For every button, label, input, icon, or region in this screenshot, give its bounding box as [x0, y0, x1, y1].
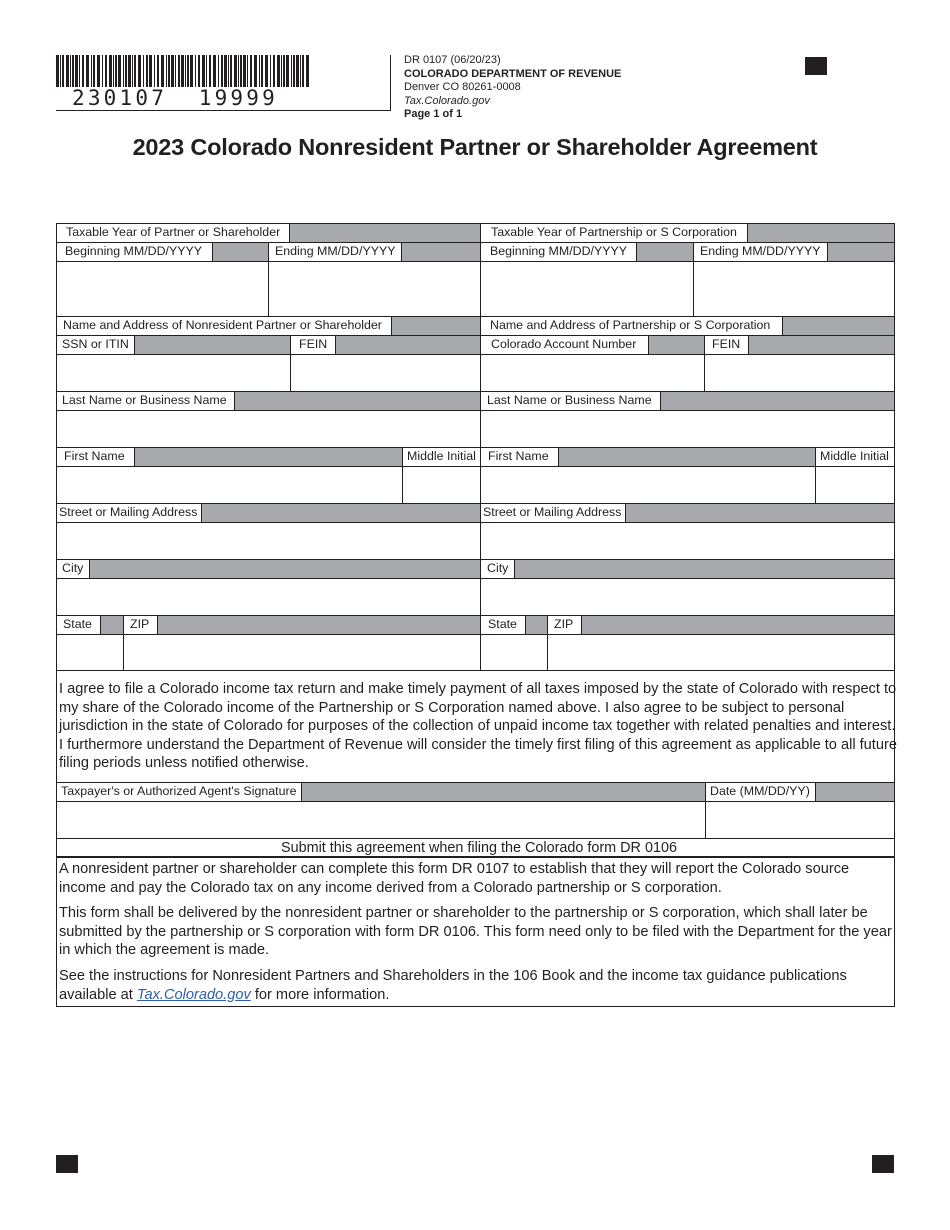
- partnership-taxable-year-label: Taxable Year of Partnership or S Corporation: [481, 224, 748, 242]
- partnership-street-field[interactable]: [481, 523, 894, 559]
- partnership-beginning-label: Beginning MM/DD/YYYY: [481, 243, 637, 261]
- partner-last-name-field[interactable]: [57, 411, 480, 447]
- partner-beginning-label: Beginning MM/DD/YYYY: [57, 243, 213, 261]
- partner-street-label: Street or Mailing Address: [57, 504, 202, 522]
- partnership-first-name-label: First Name: [481, 448, 559, 466]
- header-underline: [56, 110, 391, 111]
- partnership-last-name-field[interactable]: [481, 411, 894, 447]
- registration-mark-bottom-right: [872, 1155, 894, 1173]
- partner-ssn-field[interactable]: [57, 355, 290, 391]
- partner-beginning-field[interactable]: [57, 262, 268, 316]
- partner-middle-initial-label: Middle Initial: [402, 448, 480, 466]
- partner-city-label: City: [57, 560, 90, 578]
- partner-middle-initial-field[interactable]: [403, 467, 480, 503]
- partnership-ending-label: Ending MM/DD/YYYY: [693, 243, 828, 261]
- department-address: Denver CO 80261-0008: [404, 81, 521, 93]
- partner-first-name-field[interactable]: [57, 467, 402, 503]
- registration-mark: [805, 57, 827, 75]
- partnership-zip-label: ZIP: [547, 616, 582, 634]
- header-divider: [390, 55, 391, 111]
- partnership-beginning-field[interactable]: [481, 262, 693, 316]
- agreement-text: I agree to file a Colorado income tax return and make timely payment of all taxes imposed by the state of Colorado with respect to my share of the Colorado income of the Partnership or S Corporation named above. I also agree to be subject to personal jurisdiction in the state of Colorado for purposes of the collection of unpaid income tax together with related penalties and interest. I furthermore understand the Department of Revenue will consider the timely first filing of this agreement as applicable to all future filing periods unless notified otherwise.: [59, 681, 897, 772]
- partner-name-address-label: Name and Address of Nonresident Partner or Shareholder: [57, 317, 392, 335]
- submit-note: Submit this agreement when filing the Colorado form DR 0106: [281, 840, 677, 856]
- partnership-account-label: Colorado Account Number: [481, 336, 649, 354]
- instructions-paragraph-3: [59, 967, 899, 1004]
- date-label: Date (MM/DD/YY): [705, 783, 816, 801]
- partnership-account-field[interactable]: [481, 355, 704, 391]
- barcode-number: 230107 19999: [72, 86, 278, 110]
- partner-state-field[interactable]: [57, 635, 123, 670]
- partnership-zip-field[interactable]: [548, 635, 894, 670]
- partner-zip-field[interactable]: [124, 635, 480, 670]
- partner-last-name-label: Last Name or Business Name: [57, 392, 235, 410]
- tax-colorado-link[interactable]: Tax.Colorado.gov: [136, 986, 251, 1003]
- partner-ending-label: Ending MM/DD/YYYY: [268, 243, 402, 261]
- instructions-paragraph-1: A nonresident partner or shareholder can complete this form DR 0107 to establish that they will report the Colorado source income and pay the Colorado tax on any income derived from a Colorado partnership or S corporation.: [59, 861, 850, 896]
- partner-zip-label: ZIP: [123, 616, 158, 634]
- signature-field[interactable]: [57, 802, 705, 838]
- partner-fein-field[interactable]: [291, 355, 480, 391]
- partner-ssn-label: SSN or ITIN: [57, 336, 135, 354]
- department-block: [404, 54, 621, 122]
- partner-taxable-year-label: Taxable Year of Partner or Shareholder: [57, 224, 290, 242]
- partnership-first-name-field[interactable]: [481, 467, 815, 503]
- instructions-paragraph-2: This form shall be delivered by the nonresident partner or shareholder to the partnership or S corporation, which shall later be submitted by the partnership or S corporation with form DR 0106. This form need only to be filed with the Department for the year in which the agreement is made.: [59, 905, 892, 959]
- partner-street-field[interactable]: [57, 523, 480, 559]
- partner-first-name-label: First Name: [57, 448, 135, 466]
- page-number: Page 1 of 1: [404, 108, 463, 120]
- barcode: [56, 55, 310, 87]
- partnership-name-address-label: Name and Address of Partnership or S Corporation: [481, 317, 783, 335]
- partnership-street-label: Street or Mailing Address: [481, 504, 626, 522]
- partner-state-label: State: [57, 616, 101, 634]
- partnership-last-name-label: Last Name or Business Name: [481, 392, 661, 410]
- partnership-ending-field[interactable]: [694, 262, 894, 316]
- partner-fein-label: FEIN: [290, 336, 336, 354]
- form-id: DR 0107 (06/20/23): [404, 54, 501, 66]
- partner-city-field[interactable]: [57, 579, 480, 615]
- page-title: 2023 Colorado Nonresident Partner or Shareholder Agreement: [132, 134, 818, 160]
- partnership-city-label: City: [481, 560, 515, 578]
- signature-label: Taxpayer's or Authorized Agent's Signature: [57, 783, 302, 801]
- registration-mark-bottom-left: [56, 1155, 78, 1173]
- partnership-fein-label: FEIN: [704, 336, 749, 354]
- instructions-p3-text: See the instructions for Nonresident Partners and Shareholders in the 106 Book and the income tax guidance publications available at: [59, 968, 847, 1003]
- instructions-p3-end: for more information.: [254, 986, 390, 1003]
- partnership-middle-initial-label: Middle Initial: [815, 448, 894, 466]
- partnership-state-field[interactable]: [481, 635, 547, 670]
- partnership-state-label: State: [481, 616, 526, 634]
- department-name: COLORADO DEPARTMENT OF REVENUE: [404, 67, 622, 80]
- partner-ending-field[interactable]: [269, 262, 480, 316]
- partnership-city-field[interactable]: [481, 579, 894, 615]
- date-field[interactable]: [706, 802, 894, 838]
- partnership-fein-field[interactable]: [705, 355, 894, 391]
- partnership-middle-initial-field[interactable]: [816, 467, 894, 503]
- department-website: Tax.Colorado.gov: [404, 94, 490, 107]
